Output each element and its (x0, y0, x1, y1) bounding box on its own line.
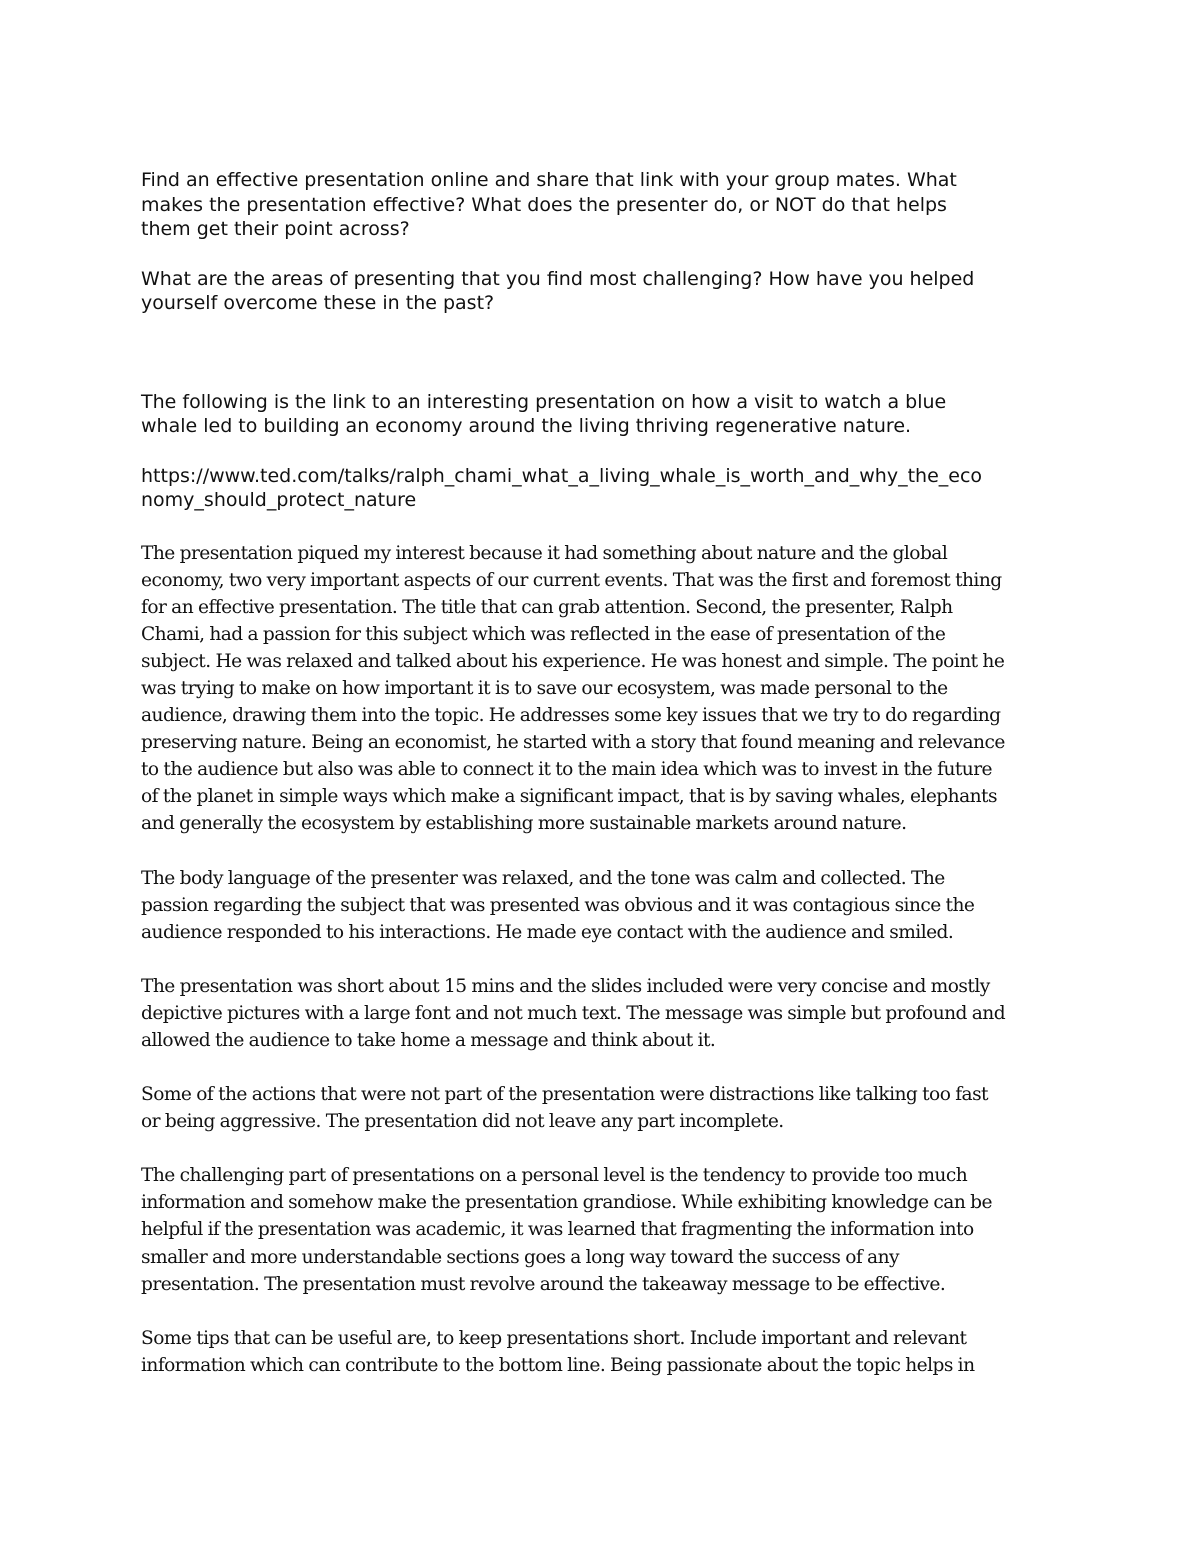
section-spacer (141, 316, 1059, 390)
paragraph-spacer (141, 1298, 1059, 1325)
body-paragraph: The presentation piqued my interest because it had something about nature and the global economy, two very important aspects of our current events. That was the first and foremost thing for an effective presentation. The title that can grab attention. Second, the presenter, Ralph Chami, had a passion for this subject which was reflected in the ease of presentation of the subject. He was relaxed and talked about his experience. He was honest and simple. The point he was trying to make on how important it is to save our ecosystem, was made personal to the audience, drawing them into the topic. He addresses some key issues that we try to do regarding preserving nature. Being an economist, he started with a story that found meaning and relevance to the audience but also was able to connect it to the main idea which was to invest in the future of the planet in simple ways which make a significant impact, that is by saving whales, elephants and generally the ecosystem by establishing more sustainable markets around nature. (141, 542, 1005, 835)
paragraph-spacer (141, 838, 1059, 865)
body-paragraph: Some tips that can be useful are, to keep presentations short. Include important and relevant information which can contribute to the bottom line. Being passionate about the topic helps in (141, 1327, 975, 1376)
paragraph-spacer (141, 513, 1059, 540)
body-paragraph: The challenging part of presentations on a personal level is the tendency to provide too much information and somehow make the presentation grandiose. While exhibiting knowledge can be helpful if the presentation was academic, it was learned that fragmenting the information into smaller and more understandable sections goes a long way toward the success of any presentation. The presentation must revolve around the takeaway message to be effective. (141, 1165, 992, 1295)
prompt-question-2: What are the areas of presenting that you find most challenging? How have you helped yourself overcome these in the past? (141, 267, 975, 314)
document-body (141, 168, 1059, 1379)
paragraph-spacer (141, 439, 1059, 464)
response-intro: The following is the link to an interesting presentation on how a visit to watch a blue whale led to building an economy around the living thriving regenerative nature. (141, 390, 947, 437)
paragraph-spacer (141, 1135, 1059, 1162)
body-paragraph: Some of the actions that were not part of the presentation were distractions like talking too fast or being aggressive. The presentation did not leave any part incomplete. (141, 1084, 988, 1133)
body-paragraph: The presentation was short about 15 mins and the slides included were very concise and mostly depictive pictures with a large font and not much text. The message was simple but profound and allowed the audience to take home a message and think about it. (141, 975, 1006, 1051)
paragraph-spacer (141, 1054, 1059, 1081)
paragraph-spacer (141, 946, 1059, 973)
body-paragraph: The body language of the presenter was relaxed, and the tone was calm and collected. The passion regarding the subject that was presented was obvious and it was contagious since the audience responded to his interactions. He made eye contact with the audience and smiled. (141, 867, 975, 943)
ted-talk-link: https://www.ted.com/talks/ralph_chami_what_a_living_whale_is_worth_and_why_the_eco nomy_should_protect_nature (141, 464, 983, 511)
prompt-question-1: Find an effective presentation online and share that link with your group mates. What makes the presentation effective? What does the presenter do, or NOT do that helps them get their point across? (141, 169, 957, 240)
paragraph-spacer (141, 242, 1059, 267)
